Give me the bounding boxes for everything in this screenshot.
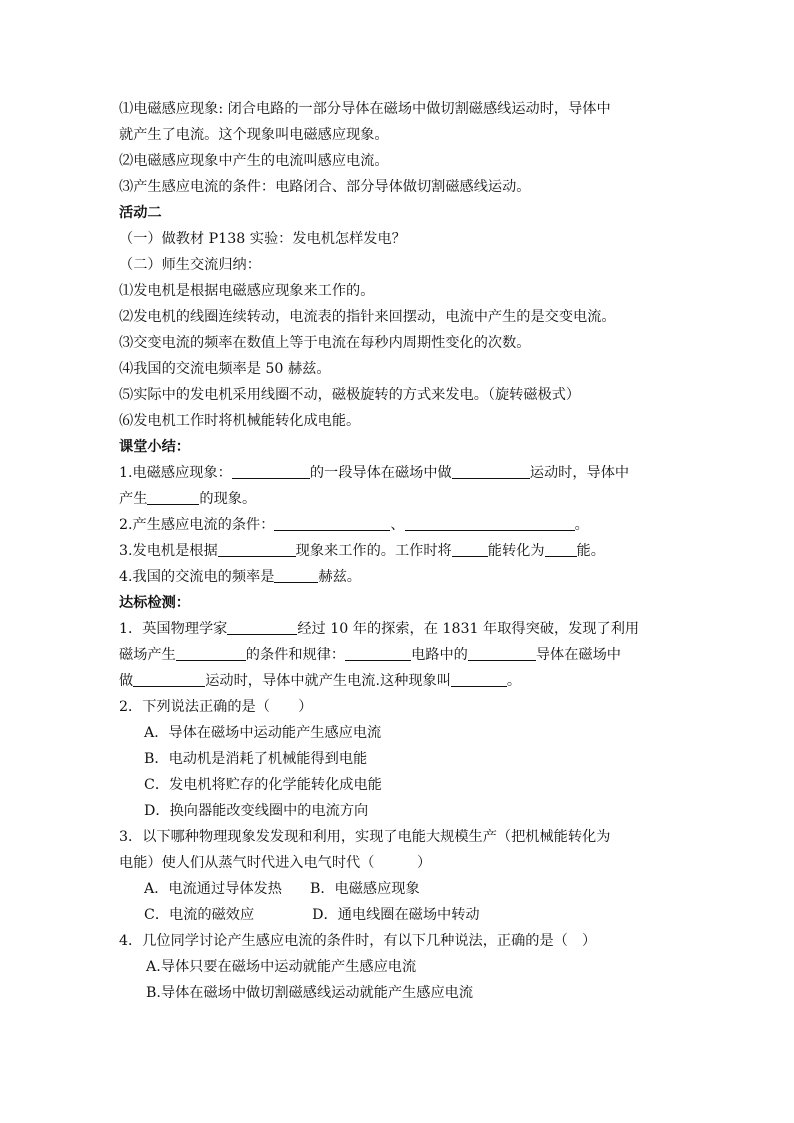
option-a[interactable]: A.导体只要在磁场中运动就能产生感应电流 [146,959,417,975]
fill-blank[interactable] [345,643,411,661]
test-q1: 1．英国物理学家 经过 10 年的探索，在 1831 年取得突破，发现了利用 [119,616,679,642]
test-q1-cont: 磁场产生 的条件和规律： 电路中的 导体在磁场中 [119,642,679,668]
test-q1-cont2: 做 运动时，导体中就产生电流.这种现象叫 。 [119,668,679,694]
fill-blank[interactable] [274,565,318,583]
option-a[interactable]: A．导体在磁场中运动能产生感应电流 [144,725,382,741]
option-a[interactable]: A．电流通过导体发热 [144,881,282,897]
option-b[interactable]: B.导体在磁场中做切割磁感线运动就能产生感应电流 [146,985,474,1001]
subheading: （二）师生交流归纳： [119,257,261,273]
test-q3-options-row1 [119,876,679,902]
section-heading-activity2: 活动二 [119,205,162,221]
summary-q3: 3.发电机是根据 现象来工作的。工作时将 能转化为 能。 [119,538,679,564]
fill-blank[interactable] [274,513,390,531]
document-body [119,96,679,1006]
summary-q1-cont: 产生 的现象。 [119,486,679,512]
paragraph: ⑵电磁感应现象中产生的电流叫感应电流。 [119,153,389,169]
paragraph: 就产生了电流。这个现象叫电磁感应现象。 [119,127,389,143]
list-item: ⑹发电机工作时将机械能转化成电能。 [119,413,361,429]
fill-blank[interactable] [232,461,310,479]
option-b[interactable]: B．电动机是消耗了机械能得到电能 [144,751,368,767]
option-b[interactable]: B．电磁感应现象 [309,881,420,897]
option-d[interactable]: D．换向器能改变线圈中的电流方向 [144,803,369,819]
fill-blank[interactable] [405,513,575,531]
summary-q2: 2.产生感应电流的条件： 、 。 [119,512,679,538]
fill-blank[interactable] [452,461,530,479]
test-q3-options-row2 [119,902,679,928]
fill-blank[interactable] [451,669,507,687]
list-item: ⑵发电机的线圈连续转动，电流表的指针来回摆动，电流中产生的是交变电流。 [119,309,616,325]
fill-blank[interactable] [218,539,296,557]
fill-blank[interactable] [147,487,199,505]
summary-q4: 4.我国的交流电的频率是 赫兹。 [119,564,679,590]
list-item: ⑸实际中的发电机采用线圈不动，磁极旋转的方式来发电。（旋转磁极式） [119,387,581,403]
subheading: （一）做教材 P138 实验：发电机怎样发电？ [119,231,406,247]
list-item: ⑴发电机是根据电磁感应现象来工作的。 [119,283,375,299]
fill-blank[interactable] [227,617,297,635]
fill-blank[interactable] [133,669,205,687]
section-heading-summary: 课堂小结： [119,439,190,455]
fill-blank[interactable] [452,539,488,557]
test-q4: 4．几位同学讨论产生感应电流的条件时，有以下几种说法，正确的是（ ） [119,933,597,949]
list-item: ⑷我国的交流电频率是 50 赫兹。 [119,361,331,377]
paragraph: ⑴电磁感应现象: 闭合电路的一部分导体在磁场中做切割磁感线运动时，导体中 [119,101,611,117]
option-d[interactable]: D．通电线圈在磁场中转动 [312,907,480,923]
list-item: ⑶交变电流的频率在数值上等于电流在每秒内周期性变化的次数。 [119,335,531,351]
option-c[interactable]: C．电流的磁效应 [144,907,255,923]
test-q3-cont: 电能）使人们从蒸气时代进入电气时代（ ） [119,855,432,871]
paragraph: ⑶产生感应电流的条件：电路闭合、部分导体做切割磁感线运动。 [119,179,531,195]
summary-q1: 1.电磁感应现象： 的一段导体在磁场中做 运动时，导体中 [119,460,679,486]
fill-blank[interactable] [176,643,246,661]
section-heading-test: 达标检测： [119,595,190,611]
test-q2: 2．下列说法正确的是（ ） [119,699,313,715]
option-c[interactable]: C．发电机将贮存的化学能转化成电能 [144,777,382,793]
fill-blank[interactable] [468,643,536,661]
test-q3: 3．以下哪种物理现象发发现和利用，实现了电能大规模生产（把机械能转化为 [119,829,611,845]
fill-blank[interactable] [545,539,577,557]
